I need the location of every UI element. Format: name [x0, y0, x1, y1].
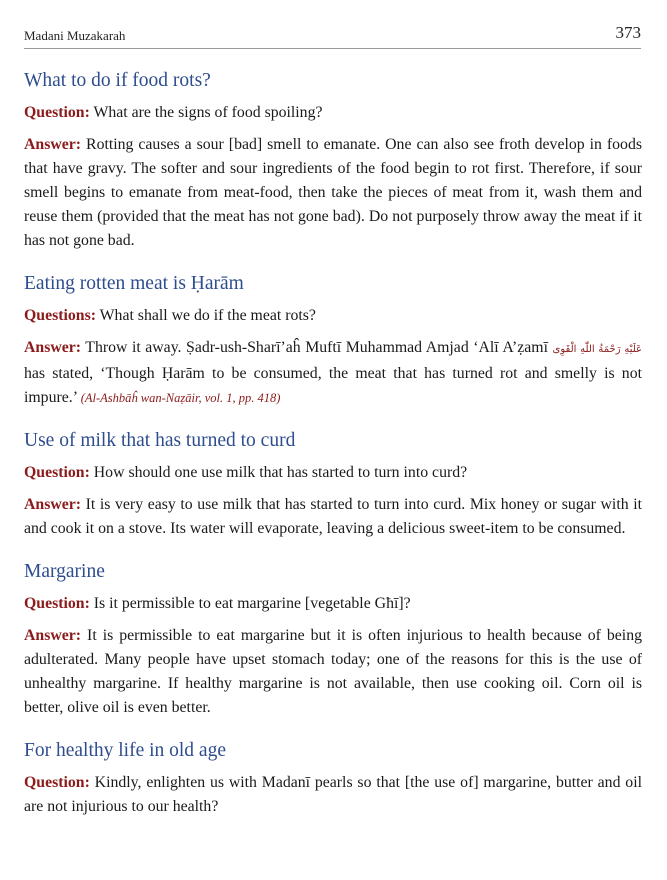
answer-paragraph	[24, 624, 642, 720]
question-label: Question:	[24, 595, 90, 612]
section-title: Eating rotten meat is Ḥarām	[24, 273, 244, 294]
answer-paragraph	[24, 133, 642, 253]
arabic-honorific: عَلَيْهِ رَحْمَةُ اللّٰهِ الْقَوِی	[552, 344, 642, 355]
question-label: Question:	[24, 464, 90, 481]
question-label: Question:	[24, 774, 90, 791]
question-paragraph	[24, 461, 642, 485]
answer-label: Answer:	[24, 136, 82, 153]
section-margarine	[24, 557, 642, 720]
section-milk-curd	[24, 426, 642, 541]
answer-paragraph	[24, 493, 642, 541]
answer-label: Answer:	[24, 339, 82, 356]
section-food-rots	[24, 66, 642, 253]
citation: (Al-Ashbāĥ wan-Naẓāir, vol. 1, pp. 418)	[80, 391, 281, 405]
question-paragraph	[24, 771, 642, 819]
answer-text: Throw it away. Ṣadr-ush-Sharī’aĥ Muftī Muhammad Amjad ‘Alī A’ẓamī	[81, 339, 553, 356]
section-title: What to do if food rots?	[24, 70, 211, 91]
question-text: Is it permissible to eat margarine [vegetable Għī]?	[89, 595, 411, 612]
question-text: What shall we do if the meat rots?	[95, 307, 316, 324]
answer-text: It is permissible to eat margarine but it is often injurious to health because of being adulterated. Many people have upset stomach today; one of the reasons for this is the use of unhealthy margarine. If healthy margarine is not available, then use cooking oil. Corn oil is better, olive oil is even better.	[24, 627, 642, 716]
answer-text-continued: has stated, ‘Though Ḥarām to be consumed, the meat that has turned rot and smelly is not impure.’	[24, 365, 642, 406]
answer-paragraph	[24, 336, 642, 410]
section-title: Use of milk that has turned to curd	[24, 430, 296, 451]
page-header	[24, 20, 641, 49]
section-old-age	[24, 736, 642, 819]
section-title: Margarine	[24, 561, 105, 582]
question-paragraph	[24, 101, 642, 125]
question-paragraph	[24, 304, 642, 328]
question-label: Question:	[24, 104, 90, 121]
page-content	[24, 66, 642, 819]
answer-text: Rotting causes a sour [bad] smell to emanate. One can also see froth develop in foods that have gravy. The softer and sour ingredients of the food begin to rot first. Therefore, if sour smell begins to emanate from meat-food, then take the pieces of meat from it, wash them and reuse them (provided that the meat has not gone bad). Do not purposely throw away the meat if it has not gone bad.	[24, 136, 642, 249]
question-text: Kindly, enlighten us with Madanī pearls so that [the use of] margarine, butter and oil are not injurious to our health?	[24, 774, 642, 815]
question-label: Questions:	[24, 307, 96, 324]
page-number: 373	[615, 23, 641, 42]
question-text: How should one use milk that has started to turn into curd?	[89, 464, 468, 481]
answer-label: Answer:	[24, 496, 82, 513]
running-title: Madani Muzakarah	[24, 28, 126, 43]
answer-text: It is very easy to use milk that has started to turn into curd. Mix honey or sugar with it and cook it on a stove. Its water will evaporate, leaving a delicious sweet-item to be consumed.	[24, 496, 642, 537]
section-title: For healthy life in old age	[24, 740, 226, 761]
section-rotten-meat	[24, 269, 642, 410]
question-text: What are the signs of food spoiling?	[89, 104, 323, 121]
question-paragraph	[24, 592, 642, 616]
answer-label: Answer:	[24, 627, 82, 644]
